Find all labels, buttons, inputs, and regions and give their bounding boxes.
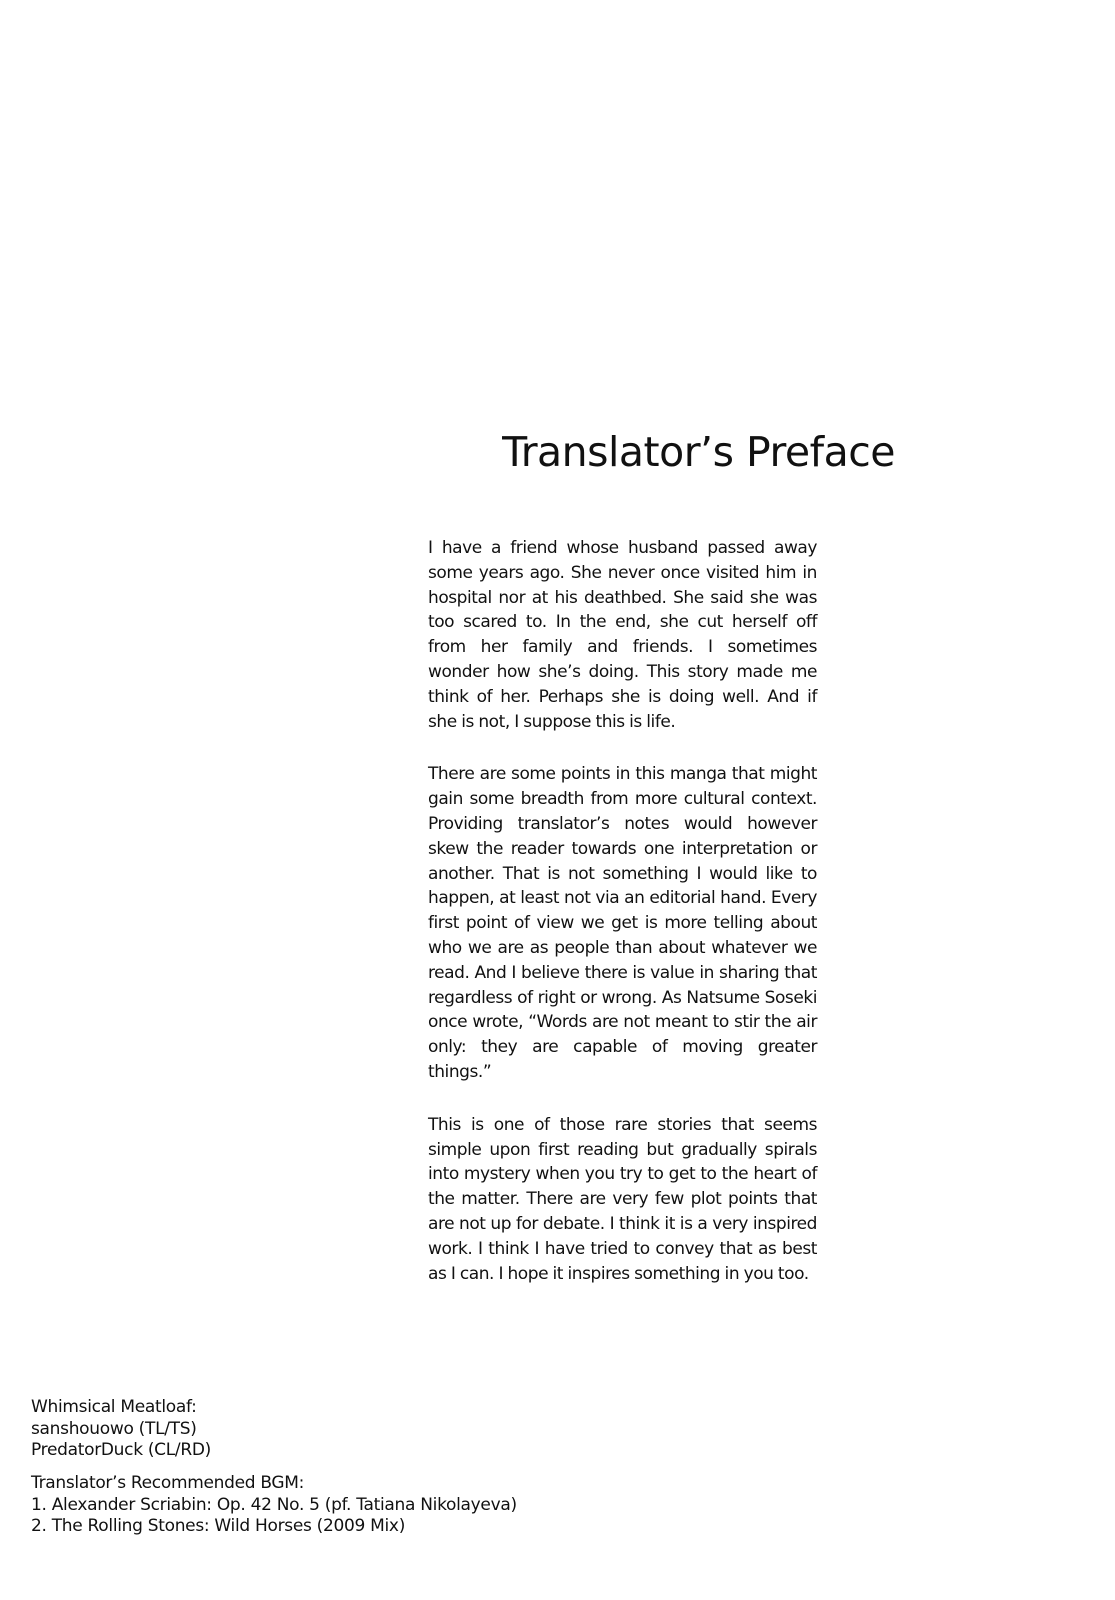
credits-block [31,1397,211,1462]
paragraph-3: This is one of those rare stories that seems simple upon first reading but gradually spirals into mystery when you try to get to the heart of the matter. There are very few plot points that are not up for debate. I think it is a very inspired work. I think I have tried to convey that as best as I can. I hope it inspires something in you too. [428,1114,817,1284]
credit-translator: sanshouowo (TL/TS) [31,1418,197,1439]
credit-cleaner: PredatorDuck (CL/RD) [31,1440,211,1460]
page-title: Translator’s Preface [502,428,895,476]
group-name: Whimsical Meatloaf: [31,1397,197,1417]
bgm-track-2: 2. The Rolling Stones: Wild Horses (2009 Mix) [31,1516,406,1536]
bgm-track-1: 1. Alexander Scriabin: Op. 42 No. 5 (pf. Tatiana Nikolayeva) [31,1494,517,1515]
paragraph-2: There are some points in this manga that might gain some breadth from more cultural context. Providing translator’s notes would however skew the reader towards one interpretation or another. That is not something I would like to happen, at least not via an editorial hand. Every first point of view we get is more telling about who we are as people than about whatever we read. And I believe there is value in sharing that regardless of right or wrong. As Natsume Soseki once wrote, “Words are not meant to stir the air only: they are capable of moving greater things.” [428,764,817,1082]
bgm-heading: Translator’s Recommended BGM: [31,1473,305,1493]
bgm-block [31,1473,517,1538]
preface-body [428,536,817,1314]
paragraph-1: I have a friend whose husband passed away some years ago. She never once visited him in hospital nor at his deathbed. She said she was too scared to. In the end, she cut herself off from her family and friends. I sometimes wonder how she’s doing. This story made me think of her. Perhaps she is doing well. And if she is not, I suppose this is life. [428,538,817,732]
